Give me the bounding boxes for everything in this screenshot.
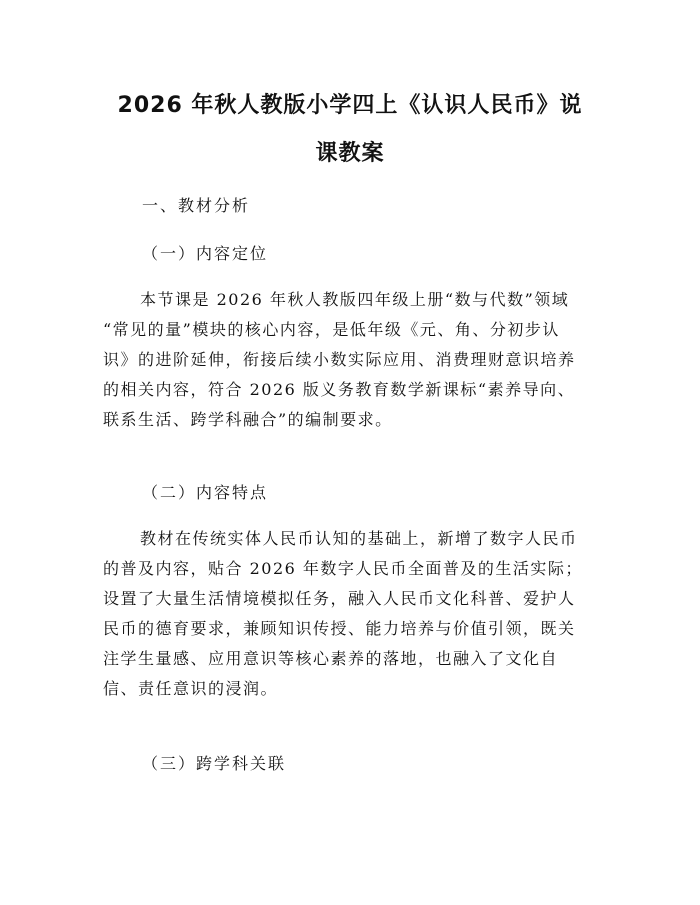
paragraph-line: 注学生量感、应用意识等核心素养的落地，也融入了文化自 (103, 649, 559, 668)
section-heading-textbook-analysis: 一、教材分析 (142, 196, 251, 215)
paragraph-line: 信、责任意识的浸润。 (103, 679, 279, 698)
paragraph-content-features (103, 524, 603, 704)
paragraph-content-positioning (103, 285, 603, 435)
paragraph-line: 教材在传统实体人民币认知的基础上，新增了数字人民币 (140, 529, 578, 548)
document-title-line-1: 2026 年秋人教版小学四上《认识人民币》说 (117, 93, 583, 118)
paragraph-line: 设置了大量生活情境模拟任务，融入人民币文化科普、爱护人 (103, 589, 576, 608)
subsection-heading-cross-disciplinary: （三）跨学科关联 (142, 754, 287, 773)
paragraph-line: 本节课是 2026 年秋人教版四年级上册“数与代数”领域 (140, 290, 570, 309)
paragraph-line: 的相关内容，符合 2026 版义务教育数学新课标“素养导向、 (103, 380, 576, 399)
paragraph-line: “常见的量”模块的核心内容，是低年级《元、角、分初步认 (103, 320, 560, 339)
paragraph-line: 的普及内容，贴合 2026 年数字人民币全面普及的生活实际； (103, 559, 583, 578)
paragraph-line: 联系生活、跨学科融合”的编制要求。 (103, 410, 393, 429)
subsection-heading-content-positioning: （一）内容定位 (142, 244, 269, 263)
document-title-line-2: 课教案 (315, 141, 385, 166)
subsection-heading-content-features: （二）内容特点 (142, 483, 269, 502)
paragraph-line: 民币的德育要求，兼顾知识传授、能力培养与价值引领，既关 (103, 619, 576, 638)
paragraph-line: 识》的进阶延伸，衔接后续小数实际应用、消费理财意识培养 (103, 350, 576, 369)
